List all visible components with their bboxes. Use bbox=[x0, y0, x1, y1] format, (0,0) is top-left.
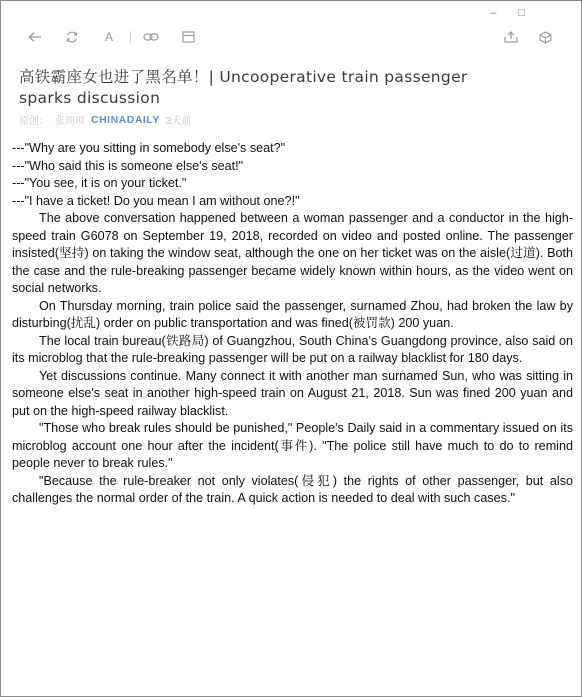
font-size-icon: A bbox=[104, 30, 113, 44]
back-icon bbox=[28, 31, 42, 43]
refresh-icon bbox=[65, 30, 79, 44]
share-button[interactable] bbox=[501, 27, 521, 47]
dialogue-line: ---"You see, it is on your ticket." bbox=[12, 176, 187, 190]
article-title: 高铁霸座女也进了黑名单！| Uncooperative train passenger sparks discussion bbox=[19, 68, 468, 107]
author-name[interactable]: 张周项 bbox=[55, 116, 85, 127]
article-meta bbox=[19, 112, 191, 127]
cube-button[interactable] bbox=[535, 27, 555, 47]
toolbar-divider bbox=[130, 31, 131, 43]
article-paragraph: The above conversation happened between a woman passenger and a conductor in the high-speed train G6078 on September 19, 2018, recorded on video and posted online. The passenger insisted(坚持) on taking the window seat, although the one on her ticket was on the aisle(过道). Both the case and the rule-breaking passenger became widely known within hours, as the video went on social networks. bbox=[12, 211, 573, 295]
maximize-button[interactable]: □ bbox=[518, 7, 525, 19]
reader-button[interactable] bbox=[178, 27, 198, 47]
article-paragraph: "Those who break rules should be punished," People's Daily said in a commentary issued on its microblog account one hour after the incident(事件). "The police still have much to do to remind people never to break rules." bbox=[12, 421, 573, 470]
dialogue-line: ---"Who said this is someone else's seat!" bbox=[12, 158, 244, 173]
dialogue-line: ---"I have a ticket! Do you mean I am without one?!" bbox=[12, 193, 300, 208]
article-paragraph: The local train bureau(铁路局) of Guangzhou, South China's Guangdong province, also said on its microblog that the rule-breaking passenger will be put on a railway blacklist for 180 days. bbox=[12, 333, 573, 365]
link-button[interactable] bbox=[141, 27, 161, 47]
reader-icon bbox=[182, 31, 195, 43]
article-paragraph: On Thursday morning, train police said the passenger, surnamed Zhou, had broken the law by disturbing(扰乱) order on public transportation and was fined(被罚款) 200 yuan. bbox=[12, 298, 573, 330]
cube-icon bbox=[539, 31, 552, 44]
minimize-button[interactable]: – bbox=[490, 7, 497, 19]
article-paragraph: Yet discussions continue. Many connect it with another man surnamed Sun, who was sitting in someone else's seat in another high-speed train on August 21, 2018. Sun was fined 200 yuan and put on the high-speed railway blacklist. bbox=[12, 368, 573, 418]
source-name[interactable]: CHINADAILY bbox=[91, 113, 160, 126]
back-button[interactable] bbox=[25, 27, 45, 47]
article-paragraph: "Because the rule-breaker not only violates(侵犯) the rights of other passenger, but also challenges the normal order of the train. A quick action is needed to deal with such cases." bbox=[12, 473, 573, 505]
publish-time: 3天前 bbox=[165, 116, 192, 127]
share-icon bbox=[504, 31, 518, 43]
window-controls bbox=[490, 7, 525, 19]
article-body bbox=[12, 140, 573, 508]
refresh-button[interactable] bbox=[62, 27, 82, 47]
font-size-button[interactable] bbox=[99, 27, 119, 47]
toolbar bbox=[25, 27, 555, 47]
link-icon bbox=[143, 32, 159, 42]
original-label: 原创： bbox=[19, 116, 49, 127]
dialogue-line: ---"Why are you sitting in somebody else's seat?" bbox=[12, 141, 286, 155]
